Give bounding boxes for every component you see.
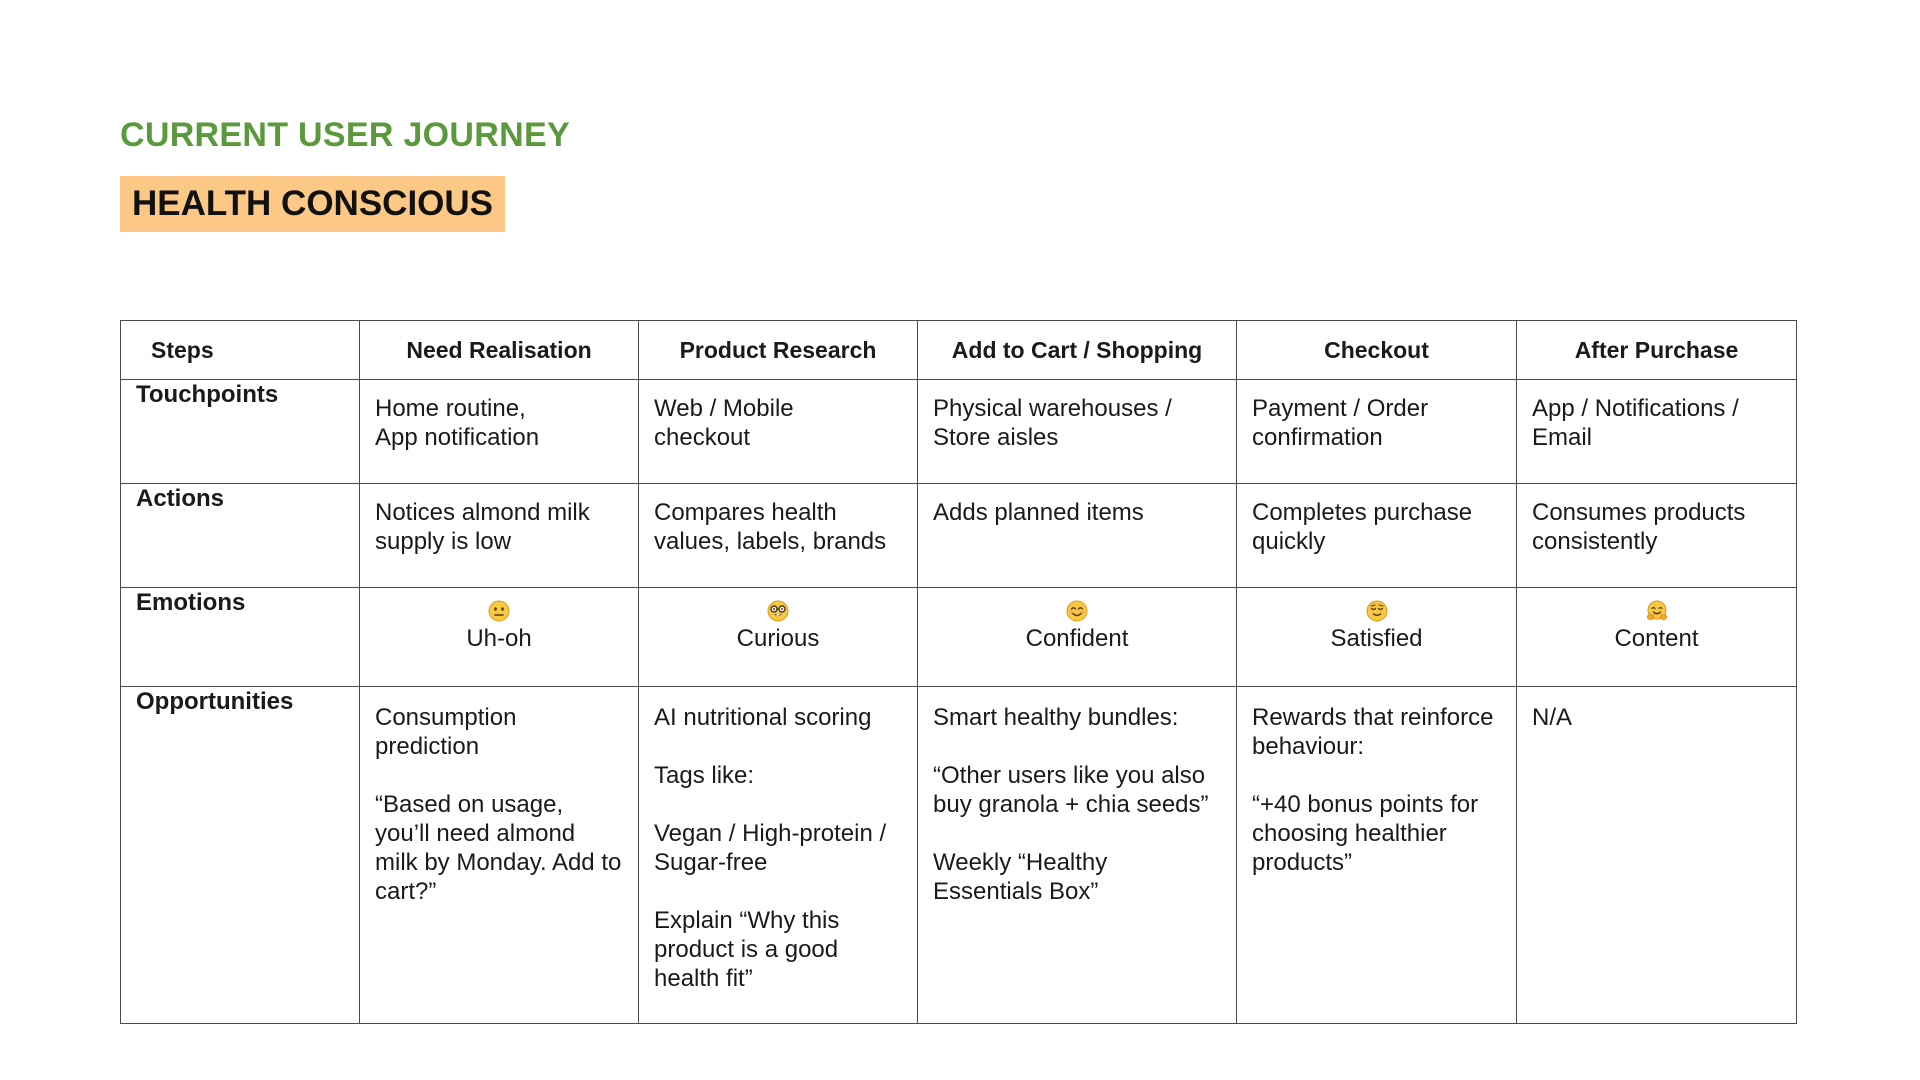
touchpoint-cell xyxy=(1517,380,1797,484)
emotions-row xyxy=(121,588,1797,687)
touchpoint-line: App notification xyxy=(375,424,540,451)
touchpoint-line: checkout xyxy=(654,424,751,451)
action-cell: Adds planned items xyxy=(918,484,1237,588)
opportunity-paragraph: “Other users like you also buy granola + chia seeds” xyxy=(933,762,1209,818)
header-add-to-cart: Add to Cart / Shopping xyxy=(918,321,1237,380)
smiling-face-icon xyxy=(1066,600,1088,622)
journey-table xyxy=(120,320,1797,1024)
touchpoint-line: Web / Mobile xyxy=(654,395,794,422)
opportunity-cell xyxy=(1517,687,1797,1024)
header-product-research: Product Research xyxy=(639,321,918,380)
opportunity-cell xyxy=(918,687,1237,1024)
emotion-label: Satisfied xyxy=(1330,625,1423,652)
touchpoint-line: App / Notifications / xyxy=(1532,395,1739,422)
nerd-face-icon xyxy=(767,600,789,622)
header-row xyxy=(121,321,1797,380)
page-title: CURRENT USER JOURNEY xyxy=(120,116,570,154)
emotion-label: Uh-oh xyxy=(466,625,532,652)
row-label-emotions: Emotions xyxy=(121,588,360,687)
action-cell: Notices almond milk supply is low xyxy=(360,484,639,588)
opportunity-paragraph: Weekly “Healthy Essentials Box” xyxy=(933,849,1108,905)
touchpoint-line: Payment / Order xyxy=(1252,395,1429,422)
header-need-realisation: Need Realisation xyxy=(360,321,639,380)
emotion-cell xyxy=(1517,588,1797,687)
touchpoint-line: Home routine, xyxy=(375,395,526,422)
touchpoint-cell xyxy=(360,380,639,484)
opportunity-cell xyxy=(1237,687,1517,1024)
touchpoint-cell xyxy=(1237,380,1517,484)
touchpoint-line: Physical warehouses / xyxy=(933,395,1172,422)
opportunity-paragraph: Smart healthy bundles: xyxy=(933,704,1179,731)
opportunities-row xyxy=(121,687,1797,1024)
row-label-touchpoints: Touchpoints xyxy=(121,380,360,484)
opportunity-paragraph: Consumption prediction xyxy=(375,704,517,760)
action-cell: Consumes products consistently xyxy=(1517,484,1797,588)
touchpoint-line: Store aisles xyxy=(933,424,1059,451)
opportunity-paragraph: “Based on usage, you’ll need almond milk by Monday. Add to cart?” xyxy=(375,791,622,905)
persona-badge: HEALTH CONSCIOUS xyxy=(120,176,505,232)
emotion-label: Content xyxy=(1614,625,1699,652)
touchpoint-line: Email xyxy=(1532,424,1593,451)
emotion-cell xyxy=(639,588,918,687)
emotion-label: Curious xyxy=(736,625,820,652)
opportunity-cell xyxy=(639,687,918,1024)
emotion-cell xyxy=(360,588,639,687)
action-cell: Compares health values, labels, brands xyxy=(639,484,918,588)
header-steps: Steps xyxy=(121,321,360,380)
touchpoint-cell xyxy=(639,380,918,484)
row-label-actions: Actions xyxy=(121,484,360,588)
header-after-purchase: After Purchase xyxy=(1517,321,1797,380)
row-label-opportunities: Opportunities xyxy=(121,687,360,1024)
neutral-face-icon xyxy=(488,600,510,622)
header-checkout: Checkout xyxy=(1237,321,1517,380)
hugging-face-icon xyxy=(1646,600,1668,622)
opportunity-paragraph: Vegan / High-protein / Sugar-free xyxy=(654,820,887,876)
emotion-cell xyxy=(918,588,1237,687)
opportunity-paragraph: Tags like: xyxy=(654,762,755,789)
opportunity-paragraph: Explain “Why this product is a good health fit” xyxy=(654,907,840,992)
opportunity-paragraph: AI nutritional scoring xyxy=(654,704,872,731)
relieved-face-icon xyxy=(1366,600,1388,622)
touchpoint-line: confirmation xyxy=(1252,424,1383,451)
actions-row xyxy=(121,484,1797,588)
emotion-label: Confident xyxy=(1025,625,1129,652)
opportunity-paragraph: Rewards that reinforce behaviour: xyxy=(1252,704,1494,760)
opportunity-cell xyxy=(360,687,639,1024)
touchpoint-cell xyxy=(918,380,1237,484)
touchpoints-row xyxy=(121,380,1797,484)
emotion-cell xyxy=(1237,588,1517,687)
opportunity-paragraph: “+40 bonus points for choosing healthier products” xyxy=(1252,791,1479,876)
opportunity-paragraph: N/A xyxy=(1532,704,1573,731)
action-cell: Completes purchase quickly xyxy=(1237,484,1517,588)
